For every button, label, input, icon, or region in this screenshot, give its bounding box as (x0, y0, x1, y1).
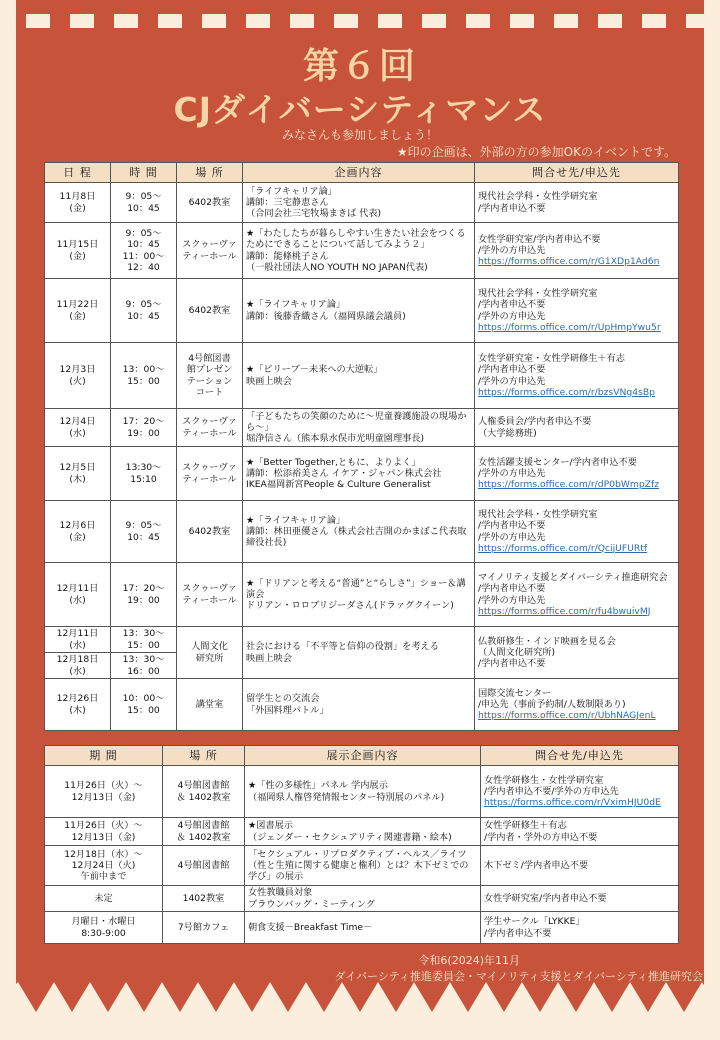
event-time-line: 13：00〜 (122, 364, 165, 376)
event-time (111, 679, 177, 731)
exhibit-content-line: （ジェンダー・セクシュアリティ関連書籍・絵本) (248, 831, 452, 843)
events-header-row (45, 163, 679, 183)
signup-link[interactable]: https://forms.office.com/r/QcijUFURtf (478, 542, 648, 554)
event-contact-line: /学内者申込不要 (478, 658, 546, 670)
table-row (45, 766, 679, 818)
exhibit-place (163, 818, 245, 846)
event-contact (475, 679, 679, 731)
table-row (45, 563, 679, 627)
event-contact-line: /学外の方申込先 (478, 375, 546, 387)
exhibit-period (45, 818, 163, 846)
event-place-line: ティーホール (182, 250, 237, 262)
exhibit-place-line: 4号館図書館 (177, 820, 230, 832)
event-contact-line: /学内者申込不要 (478, 583, 546, 595)
border-notch (642, 14, 666, 28)
border-notch (290, 14, 314, 28)
exhibit-period-line: 12月13日（金) (71, 791, 136, 803)
event-date-line: (金) (69, 531, 86, 543)
event-date-line: 12月3日 (59, 364, 96, 376)
event-contact (475, 627, 679, 679)
border-notch (598, 14, 622, 28)
event-date (45, 447, 111, 501)
event-place (177, 447, 243, 501)
border-notch (466, 14, 490, 28)
event-place-line: ティーホール (182, 594, 237, 606)
event-contact (475, 501, 679, 563)
exhibit-contact-line: /学内者申込不要 (484, 927, 552, 939)
exhibit-content-line: 女性教職員対象 (248, 887, 313, 899)
event-content-line: 「外国料理バトル」 (246, 704, 329, 716)
event-place-line: 6402教室 (188, 196, 231, 208)
event-time (111, 653, 177, 679)
event-time-line: 9：05〜 (125, 191, 162, 203)
event-content-line: 映画上映会 (246, 375, 292, 387)
event-contact-line: 現代社会学科・女性学研究室 (478, 509, 598, 521)
column-header: 期 間 (45, 746, 163, 766)
event-time-line: 15：00 (127, 639, 160, 651)
event-date-line: (金) (69, 310, 86, 322)
event-contact-line: 国際交流センター (478, 687, 552, 699)
exhibit-period (45, 766, 163, 818)
exhibit-period-line: 12月24日（火) (71, 859, 136, 871)
border-notch (422, 14, 446, 28)
event-content (243, 447, 475, 501)
event-place-line: 人間文化 (191, 641, 228, 653)
event-place-line: 6402教室 (188, 304, 231, 316)
event-content (243, 183, 475, 223)
event-date-line: 12月11日 (56, 583, 99, 595)
event-date-line: 11月22日 (56, 299, 99, 311)
event-time (111, 501, 177, 563)
exhibit-content (245, 818, 481, 846)
subtitle: みなさんも参加しましょう！ (281, 128, 438, 142)
event-content-line: 講師：後藤香織さん（福岡県議会議員) (246, 310, 406, 322)
event-contact-line: 人権委員会/学内者申込不要 (478, 416, 592, 428)
event-contact-line: /学内者申込不要 (478, 364, 546, 376)
event-contact-line: /学外の方申込先 (478, 467, 546, 479)
signup-link[interactable]: https://forms.office.com/r/dP0bWmpZfz (478, 479, 660, 491)
event-place-line: テーション (186, 375, 233, 387)
event-contact (475, 563, 679, 627)
exhibit-place (163, 766, 245, 818)
event-contact-line: 現代社会学科・女性学研究室 (478, 288, 598, 300)
signup-link[interactable]: https://forms.office.com/r/bzsVNg4sBp (478, 386, 655, 398)
event-contact-line: /学外の方申込先 (478, 531, 546, 543)
table-row (45, 343, 679, 409)
exhibit-period-line: 11月26日（火）〜 (64, 820, 143, 832)
exhibit-content-line: ★図書展示 (248, 820, 293, 832)
exhibit-contact (481, 818, 679, 846)
border-notch (334, 14, 358, 28)
signup-link[interactable]: https://forms.office.com/r/G1XDp1Ad6n (478, 256, 660, 268)
event-time (111, 183, 177, 223)
exhibit-content-line: （福岡県人権啓発情報センター特別展のパネル) (248, 791, 445, 803)
exhibit-place (163, 886, 245, 912)
border-notch (686, 14, 710, 28)
event-content (243, 223, 475, 279)
event-date-line: 12月18日 (56, 654, 99, 666)
event-contact-line: 女性学研究室・女性学研修生＋有志 (478, 353, 625, 365)
exhibit-contact-line: 女性学研修生＋有志 (484, 820, 567, 832)
event-place-line: コート (195, 386, 224, 398)
table-row (45, 447, 679, 501)
exhibit-period-line: 8:30-9:00 (81, 927, 126, 939)
footer-date: 令和6(2024)年11月 (418, 954, 520, 967)
event-content (243, 343, 475, 409)
exhibit-content (245, 766, 481, 818)
event-date-line: 12月4日 (59, 416, 96, 428)
event-content-line: 社会における「不平等と信仰の役割」を考える (246, 641, 439, 653)
column-header: 展示企画内容 (245, 746, 481, 766)
event-contact-line: 女性学研究室/学内者申込不要 (478, 233, 601, 245)
exhibit-place (163, 846, 245, 886)
exhibit-contact-line: 学生サークル「LYKKE」 (484, 916, 585, 928)
event-content-line: 「ライフキャリア論」 (246, 185, 337, 197)
event-time (111, 563, 177, 627)
signup-link[interactable]: https://forms.office.com/r/VximHJU0dE (484, 797, 661, 809)
event-content-line: ★「ビリーブ－未来への大逆転」 (246, 364, 383, 376)
table-row (45, 501, 679, 563)
event-time-line: 15：00 (127, 704, 160, 716)
event-time (111, 409, 177, 447)
exhibit-period-line: 未定 (94, 892, 113, 904)
border-notch (246, 14, 270, 28)
event-contact-line: /学内者申込不要 (478, 299, 546, 311)
event-content-line: ★「ライフキャリア論」 (246, 299, 346, 311)
event-date-line: 11月15日 (56, 239, 99, 251)
event-contact (475, 409, 679, 447)
event-time-line: 16：00 (127, 665, 160, 677)
table-row (45, 818, 679, 846)
exhibit-period-line: 11月26日（火）〜 (64, 780, 143, 792)
event-date (45, 409, 111, 447)
event-content-line: 留学生との交流会 (246, 693, 320, 705)
event-contact-line: /学外の方申込先 (478, 594, 546, 606)
exhibit-contact-line: 木下ゼミ/学内者申込不要 (484, 859, 589, 871)
exhibit-contact-line: 女性学研修生・女性学研究室 (484, 774, 604, 786)
event-content-line: 映画上映会 (246, 652, 292, 664)
column-header: 企画内容 (243, 163, 475, 183)
table-row (45, 279, 679, 343)
table-row (45, 679, 679, 731)
border-notch (114, 14, 138, 28)
event-date-line: (金) (69, 250, 86, 262)
event-time-line: 10：45 (127, 310, 160, 322)
footer-organization: ダイバーシティ推進委員会・マイノリティ支援とダイバーシティ推進研究会 (334, 970, 703, 983)
event-place-line: 館プレゼン (186, 364, 233, 376)
table-row (45, 223, 679, 279)
event-place-line: 講堂室 (195, 698, 224, 710)
event-date (45, 279, 111, 343)
exhibit-contact (481, 912, 679, 944)
event-content-line: ★「ドリアンと考える“普通”と“らしさ”」ショー＆講演会 (246, 577, 466, 600)
event-time-line: 15:10 (130, 473, 157, 485)
exhibit-place-line: ＆ 1402教室 (176, 791, 231, 803)
event-time-line: 19：00 (127, 594, 160, 606)
event-time-line: 9：05〜 (125, 520, 162, 532)
exhibit-place-line: 4号館図書館 (177, 780, 230, 792)
exhibit-place (163, 912, 245, 944)
event-place (177, 279, 243, 343)
event-content (243, 409, 475, 447)
event-time-line: 19：00 (127, 427, 160, 439)
event-place-line: スクゥーヴァ (182, 462, 237, 474)
event-time-line: 13：30〜 (122, 654, 165, 666)
exhibit-content (245, 846, 481, 886)
exhibit-place-line: 1402教室 (182, 892, 225, 904)
border-notch (70, 14, 94, 28)
event-time-line: 13:30〜 (125, 462, 162, 474)
border-notch (158, 14, 182, 28)
event-contact-line: /学内者申込不要 (478, 520, 546, 532)
event-place (177, 409, 243, 447)
event-place-line: スクゥーヴァ (182, 416, 237, 428)
exhibit-contact-line: /学内者・学外の方申込不要 (484, 831, 598, 843)
event-content-line: 講師：松添裕美さん イケア・ジャパン株式会社 (246, 467, 442, 479)
exhibit-period-line: 12月18日（水）〜 (64, 848, 143, 860)
event-place (177, 679, 243, 731)
event-date-line: (水) (69, 594, 86, 606)
border-notch (26, 14, 50, 28)
event-date (45, 183, 111, 223)
event-contact (475, 343, 679, 409)
event-place (177, 501, 243, 563)
event-time-line: 10：00〜 (122, 693, 165, 705)
event-place-line: ティーホール (182, 427, 237, 439)
table-row (45, 183, 679, 223)
event-time-line: 17：20〜 (122, 416, 165, 428)
event-date-line: 12月5日 (59, 462, 96, 474)
event-date-line: (水) (69, 665, 86, 677)
column-header: 場 所 (177, 163, 243, 183)
table-row (45, 409, 679, 447)
exhibit-period (45, 912, 163, 944)
event-time (111, 343, 177, 409)
event-contact-line: 女性活躍支援センター/学内者申込不要 (478, 456, 637, 468)
event-date-line: (木) (69, 704, 86, 716)
exhibit-contact (481, 766, 679, 818)
exhibit-period-line: 月曜日・水曜日 (71, 916, 136, 928)
event-content-line: ★「わたしたちが暮らしやすい生きたい社会をつくるためにできることについて話してみよう２」 (246, 228, 466, 251)
event-date-line: 12月11日 (56, 628, 99, 640)
event-content-line: 講師：三宅静恵さん (246, 196, 329, 208)
border-notch (378, 14, 402, 28)
event-date-line: (木) (69, 473, 86, 485)
column-header: 時 間 (111, 163, 177, 183)
poster-title: CJダイバーシティマンス (173, 90, 547, 129)
event-contact-line: /申込先（事前予約制/人数制限あり) (478, 698, 626, 710)
event-content (243, 563, 475, 627)
event-time-line: 10：45 (127, 531, 160, 543)
event-place-line: 4号館図書 (188, 353, 231, 365)
exhibits-header-row (45, 746, 679, 766)
event-content-line: 「子どもたちの笑顔のために〜児童養護施設の現場から〜」 (246, 410, 467, 433)
event-time-line: 9：05〜 (125, 299, 162, 311)
column-header: 日 程 (45, 163, 111, 183)
event-place (177, 183, 243, 223)
exhibit-content-line: 朝食支援－Breakfast Time－ (248, 921, 373, 933)
event-content-line: ★「ライフキャリア論」 (246, 514, 346, 526)
event-contact (475, 447, 679, 501)
event-contact (475, 183, 679, 223)
event-contact-line: /学内者申込不要 (478, 202, 546, 214)
event-time-line: 17：20〜 (122, 583, 165, 595)
event-place (177, 563, 243, 627)
event-content-line: 講師：能條桃子さん (246, 250, 329, 262)
event-date-line: 12月6日 (59, 520, 96, 532)
event-content (243, 279, 475, 343)
event-time-line: 11：00〜 (122, 250, 165, 262)
event-contact (475, 279, 679, 343)
border-notch (554, 14, 578, 28)
event-time (111, 223, 177, 279)
event-content-line: 講師：林田亜優さん（株式会社吉開のかまぼこ代表取締役社長) (246, 525, 467, 549)
exhibit-place-line: 7号館カフェ (177, 921, 230, 933)
exhibit-contact-line: /学内者申込不要/学外の方申込先 (484, 785, 619, 797)
signup-link[interactable]: https://forms.office.com/r/fu4bwuivMJ (478, 605, 651, 617)
exhibit-content (245, 912, 481, 944)
event-time (111, 279, 177, 343)
event-content-line: （合同会社三宅牧場まきば 代表) (246, 208, 382, 220)
event-date-line: (火) (69, 375, 86, 387)
table-row (45, 846, 679, 886)
signup-link[interactable]: https://forms.office.com/r/UpHmpYwu5r (478, 321, 661, 333)
event-date (45, 627, 111, 653)
event-contact-line: （大学総務班) (478, 427, 537, 439)
event-contact-line: /学外の方申込先 (478, 244, 546, 256)
event-place (177, 223, 243, 279)
event-content-line: （一般社団法人NO YOUTH NO JAPAN代表) (246, 261, 428, 273)
exhibit-period-line: 12月13日（金) (71, 831, 136, 843)
event-content-line: IKEA福岡新宮People & Culture Generalist (246, 479, 431, 491)
event-date-line: (金) (69, 202, 86, 214)
table-row (45, 912, 679, 944)
exhibit-contact (481, 886, 679, 912)
event-date (45, 343, 111, 409)
event-place-line: 6402教室 (188, 525, 231, 537)
exhibit-content-line: ★「性の多様性」パネル 学内展示 (248, 780, 388, 792)
exhibits-table (44, 745, 679, 944)
exhibit-period-line: 午前中まで (80, 871, 127, 883)
event-place (177, 343, 243, 409)
event-date-line: (水) (69, 639, 86, 651)
event-content (243, 501, 475, 563)
exhibit-place-line: ＆ 1402教室 (176, 831, 231, 843)
event-place (177, 627, 243, 679)
event-content (243, 627, 475, 679)
border-notch (510, 14, 534, 28)
column-header: 場 所 (163, 746, 245, 766)
event-time-line: 9：05〜 (125, 228, 162, 240)
exhibit-place-line: 4号館図書館 (177, 859, 230, 871)
event-content (243, 679, 475, 731)
event-place-line: スクゥーヴァ (182, 583, 237, 595)
signup-link[interactable]: https://forms.office.com/r/UbhNAGJenL (478, 710, 656, 722)
exhibit-period (45, 846, 163, 886)
star-note: ★印の企画は、外部の方の参加OKのイベントです。 (396, 145, 676, 159)
table-row (45, 627, 679, 653)
event-contact-line: 仏教研修生・インド映画を見る会 (478, 635, 616, 647)
event-contact-line: /学外の方申込先 (478, 310, 546, 322)
border-notch (202, 14, 226, 28)
exhibit-contact (481, 846, 679, 886)
event-content-line: ★「Better Together,ともに、よりよく」 (246, 456, 421, 468)
events-table (44, 162, 679, 731)
event-date (45, 563, 111, 627)
event-place-line: ティーホール (182, 473, 237, 485)
table-row (45, 886, 679, 912)
event-contact (475, 223, 679, 279)
event-contact-line: 現代社会学科・女性学研究室 (478, 191, 598, 203)
event-date-line: 11月8日 (59, 191, 96, 203)
poster-title-number: 第６回 (302, 46, 417, 87)
event-date (45, 501, 111, 563)
event-date (45, 653, 111, 679)
event-place-line: 研究所 (195, 652, 224, 664)
exhibit-content-line: ブラウンバッグ・ミーティング (248, 898, 376, 910)
exhibit-content (245, 886, 481, 912)
column-header: 問合せ先/申込先 (475, 163, 679, 183)
event-time-line: 13：30〜 (122, 628, 165, 640)
exhibit-period (45, 886, 163, 912)
event-date (45, 223, 111, 279)
event-date-line: (水) (69, 427, 86, 439)
event-time (111, 447, 177, 501)
event-time-line: 10：45 (127, 202, 160, 214)
event-date-line: 12月26日 (56, 693, 99, 705)
event-time-line: 10：45 (127, 239, 160, 251)
event-date (45, 679, 111, 731)
exhibit-contact-line: 女性学研究室/学内者申込不要 (484, 892, 607, 904)
event-content-line: ドリアン・ロロブリジーダさん(ドラァグクイーン) (246, 600, 454, 612)
column-header: 問合せ先/申込先 (481, 746, 679, 766)
event-time-line: 15：00 (127, 375, 160, 387)
event-content-line: 堀浄信さん（熊本県水俣市光明童園理事長) (246, 433, 425, 445)
event-time (111, 627, 177, 653)
event-contact-line: （人間文化研究所) (478, 646, 556, 658)
event-contact-line: マイノリティ支援とダイバーシティ推進研究会 (478, 572, 668, 584)
event-time-line: 12：40 (127, 261, 160, 273)
exhibit-content-line: 「セクシュアル・リプロダクティブ・ヘルス／ライツ（性と生殖に関する健康と権利）とは？木下ゼミでの学び」の展示 (248, 848, 469, 883)
event-place-line: スクゥーヴァ (182, 239, 237, 251)
